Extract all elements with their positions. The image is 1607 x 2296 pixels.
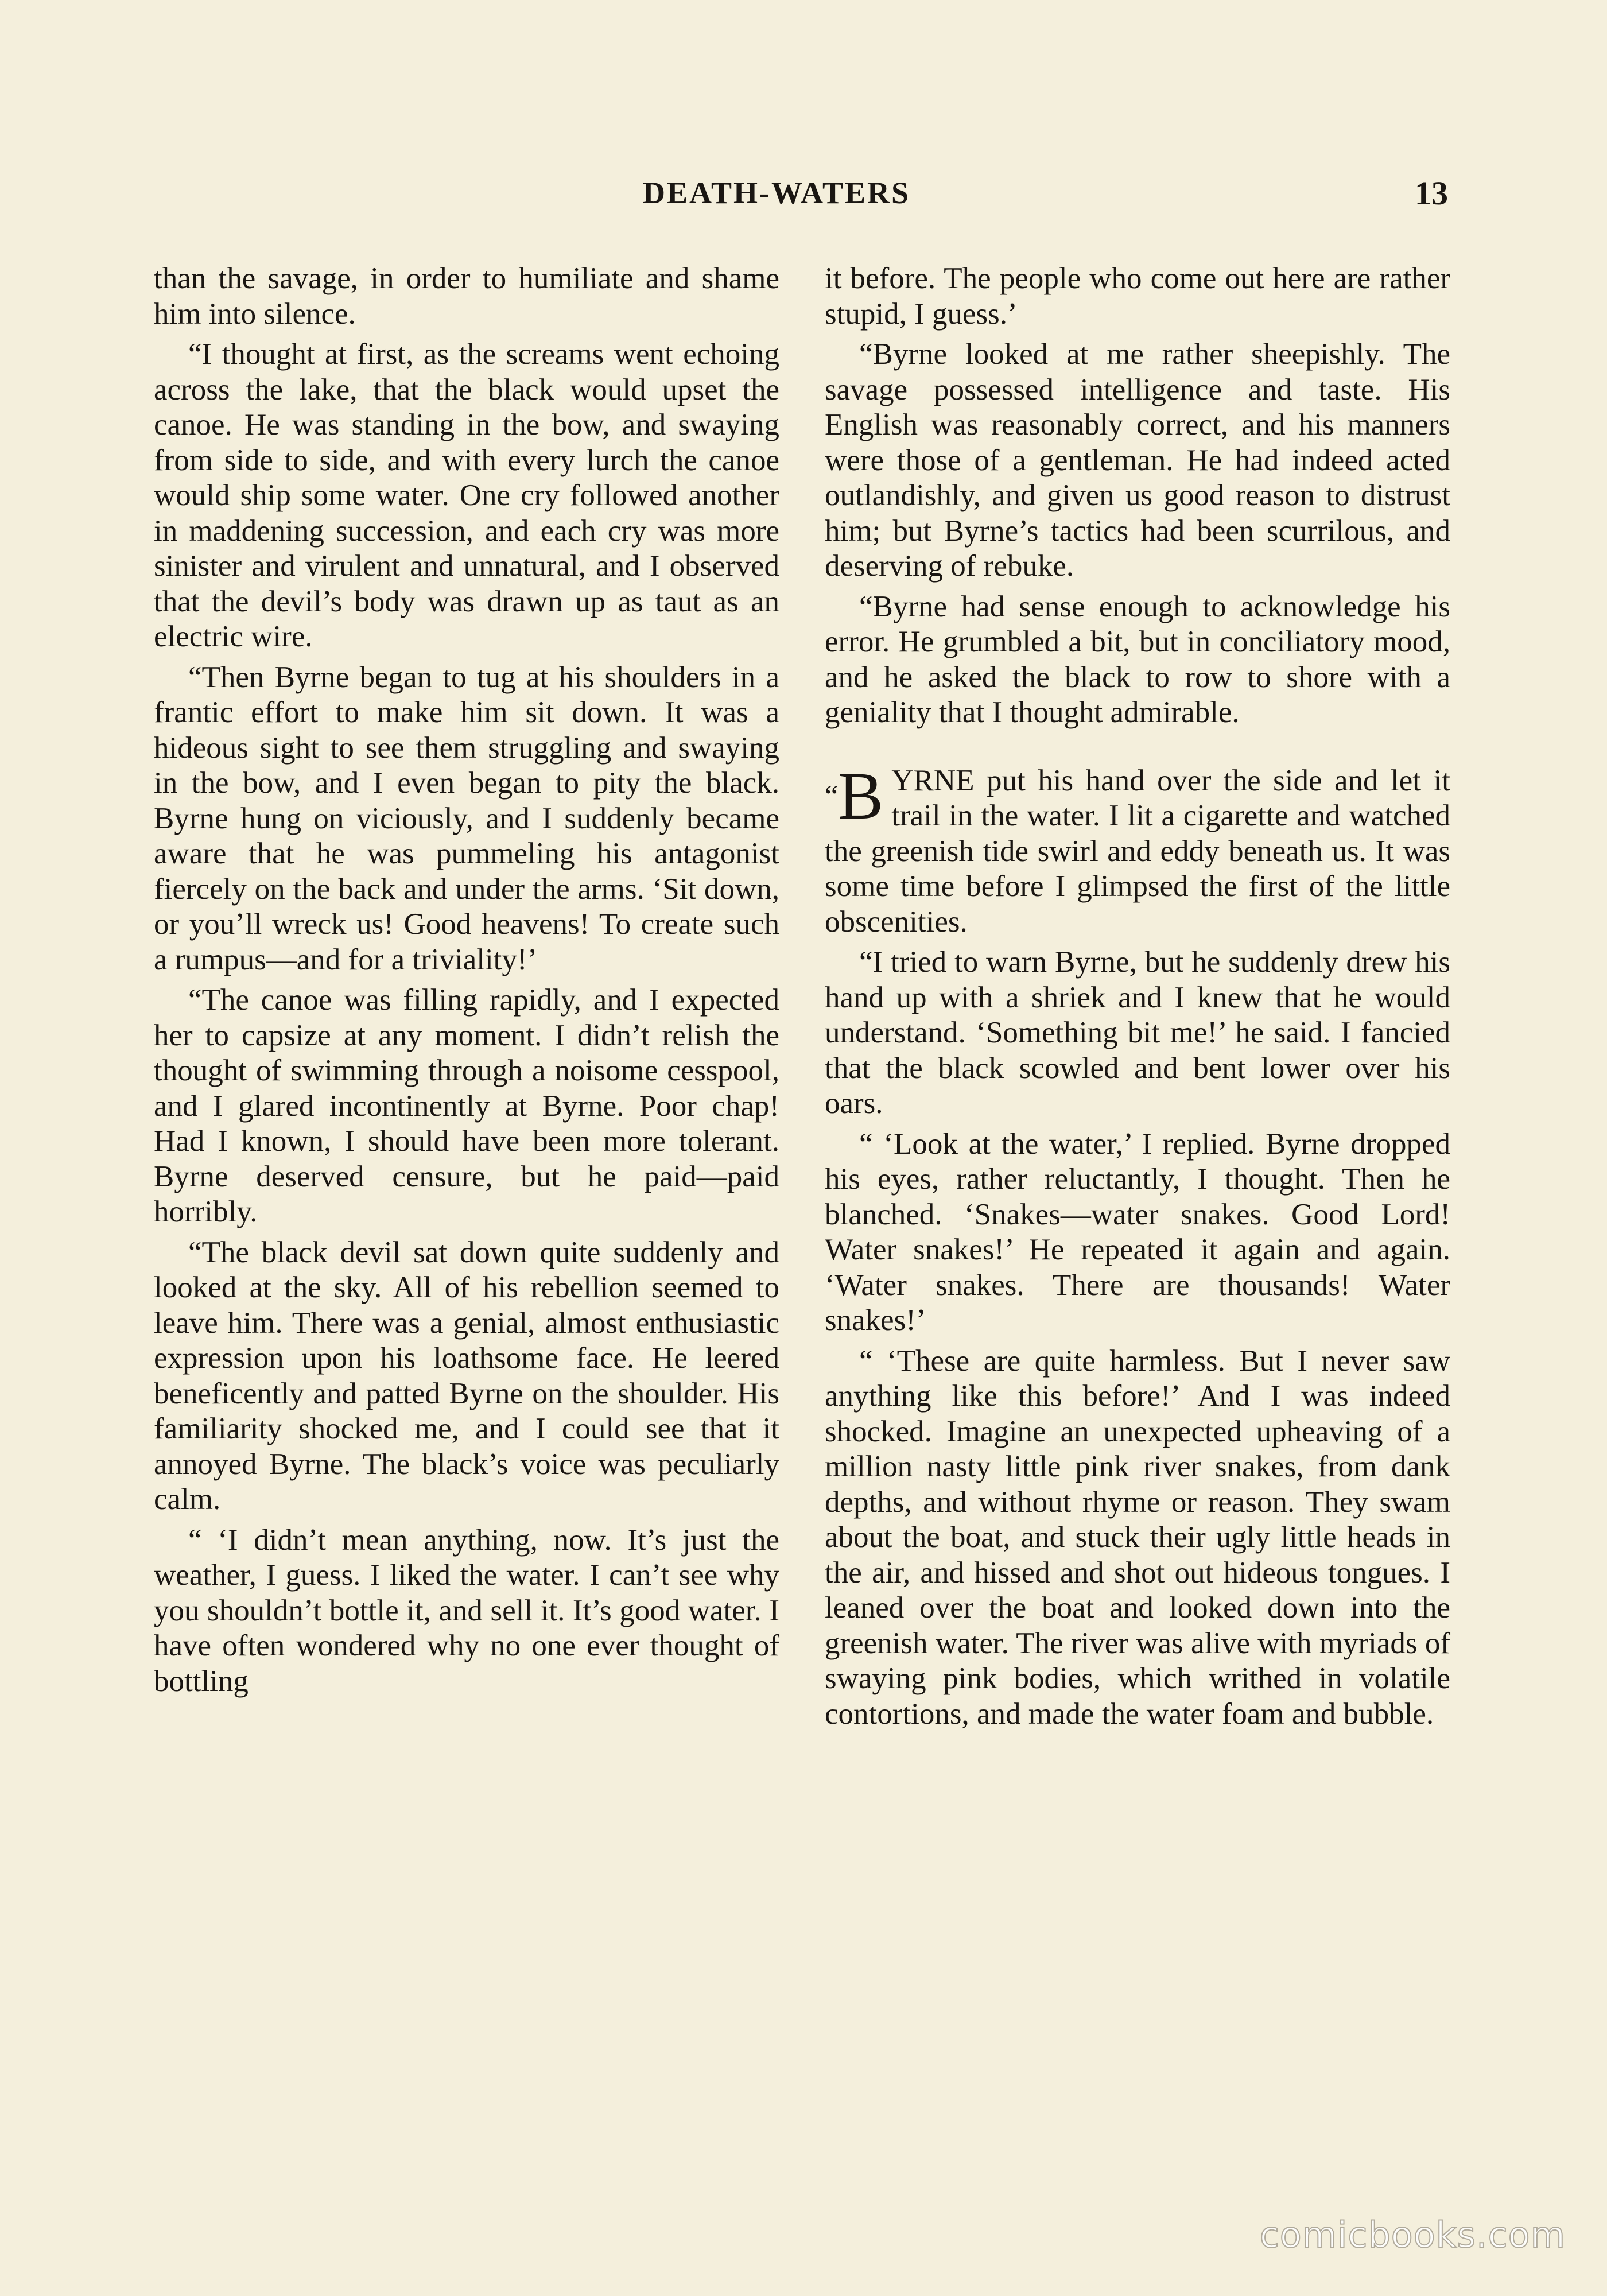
paragraph: than the savage, in order to humiliate and shame him into silence. xyxy=(154,262,779,331)
paragraph: “Byrne looked at me rather sheepishly. The savage possessed intelligence and taste. His English was reasonably correct, and his manners were those of a gentleman. He had indeed acted outlandishly, and given us good reason to distrust him; but Byrne’s tactics had been scurrilous, and deserving of rebuke. xyxy=(825,338,1450,583)
running-title: DEATH-WATERS xyxy=(643,176,911,210)
right-column xyxy=(825,261,1450,1737)
paragraph: “The black devil sat down quite suddenly and looked at the sky. All of his rebellion seemed to leave him. There was a genial, almost enthusiastic expression upon his loathsome face. He leered beneficently and patted Byrne on the shoulder. His familiarity shocked me, and I could see that it annoyed Byrne. The black’s voice was peculiarly calm. xyxy=(154,1235,779,1516)
watermark: comicbooks.com xyxy=(1259,2214,1566,2256)
paragraph: “Byrne had sense enough to acknowledge his error. He grumbled a bit, but in conciliatory mood, and he asked the black to row to shore with a geniality that I thought admirable. xyxy=(825,589,1450,729)
paragraph: “I tried to warn Byrne, but he suddenly drew his hand up with a shriek and I knew that he would understand. ‘Something bit me!’ he said. I fancied that the black scowled and bent lower over his oars. xyxy=(825,945,1450,1120)
paragraph: “ ‘I didn’t mean anything, now. It’s just the weather, I guess. I liked the water. I can’t see why you shouldn’t bottle it, and sell it. It’s good water. I have often wondered why no one ever thought of bottling xyxy=(154,1523,779,1698)
page-number: 13 xyxy=(1415,174,1448,212)
left-column xyxy=(154,261,779,1704)
paragraph: “Then Byrne began to tug at his shoulders in a frantic effort to make him sit down. It was a hideous sight to see them struggling and swaying in the bow, and I even began to pity the black. Byrne hung on viciously, and I suddenly became aware that he was pummeling his antagonist fiercely on the back and under the arms. ‘Sit down, or you’ll wreck us! Good heavens! To create such a rumpus—and for a triviality!’ xyxy=(154,660,779,976)
dropcap-letter: B xyxy=(838,758,884,833)
section-break xyxy=(825,736,1450,763)
paragraph: “ ‘Look at the water,’ I replied. Byrne dropped his eyes, rather reluctantly, I thought. Then he blanched. ‘Snakes—water snakes. Good Lord! Water snakes!’ He repeated it again and again. ‘Water snakes. There are thousands! Water snakes!’ xyxy=(825,1127,1450,1337)
dropcap-paragraph-text: YRNE put his hand over the side and let it trail in the water. I lit a cigarette and watched the greenish tide swirl and eddy beneath us. It was some time before I glimpsed the first of the little obscenities. xyxy=(825,763,1450,938)
dropcap-quote: “ xyxy=(825,779,839,813)
dropcap-paragraph xyxy=(825,758,1450,940)
dropcap xyxy=(825,758,884,833)
paragraph: it before. The people who come out here are rather stupid, I guess.’ xyxy=(825,262,1450,331)
paragraph: “The canoe was filling rapidly, and I expected her to capsize at any moment. I didn’t relish the thought of swimming through a noisome cesspool, and I glared incontinently at Byrne. Poor chap! Had I known, I should have been more tolerant. Byrne deserved censure, but he paid—paid horribly. xyxy=(154,983,779,1228)
paragraph: “I thought at first, as the screams went echoing across the lake, that the black would upset the canoe. He was standing in the bow, and swaying from side to side, and with every lurch the canoe would ship some water. One cry followed another in maddening succession, and each cry was more sinister and virulent and unnatural, and I observed that the devil’s body was drawn up as taut as an electric wire. xyxy=(154,338,779,653)
paragraph: “ ‘These are quite harmless. But I never saw anything like this before!’ And I was indeed shocked. Imagine an unexpected upheaving of a million nasty little pink river snakes, from dank depths, and without rhyme or reason. They swam about the boat, and stuck their ugly little heads in the air, and hissed and shot out hideous tongues. I leaned over the boat and looked down into the greenish water. The river was alive with myriads of swaying pink bodies, which writhed in volatile contortions, and made the water foam and bubble. xyxy=(825,1344,1450,1731)
